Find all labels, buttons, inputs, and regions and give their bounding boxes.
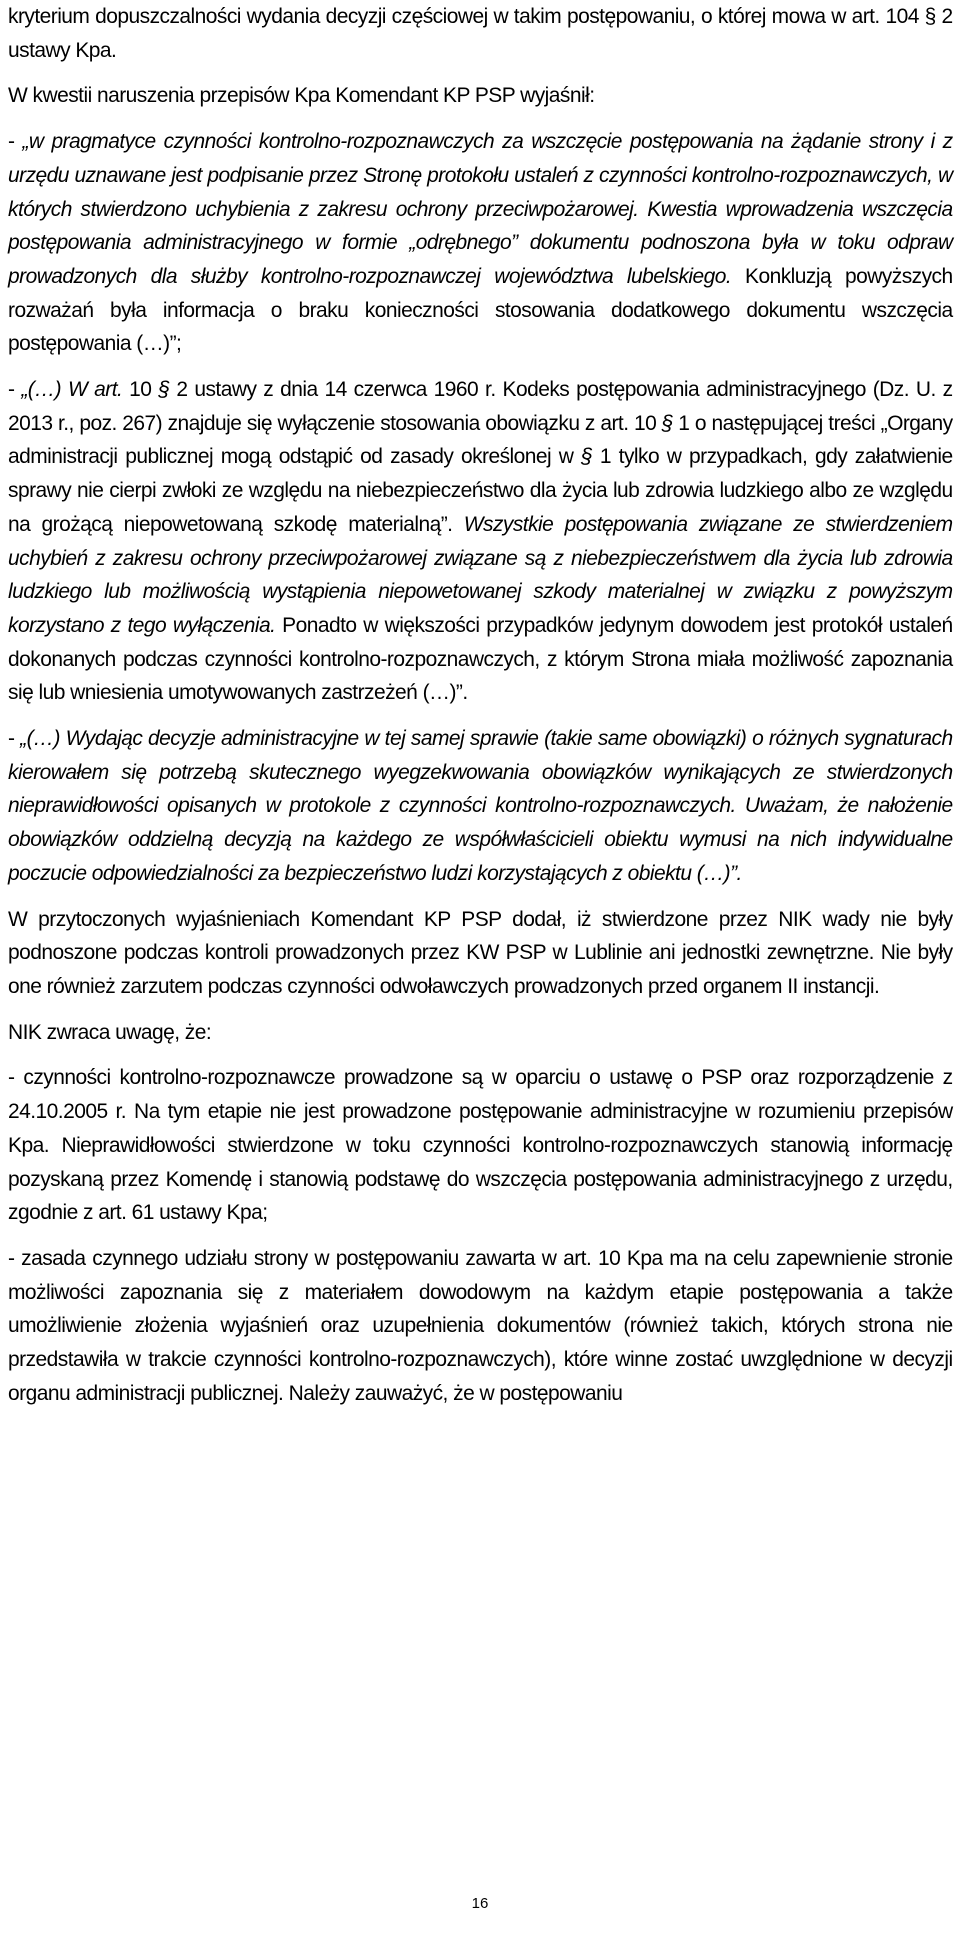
paragraph: - zasada czynnego udziału strony w postępowaniu zawarta w art. 10 Kpa ma na celu zapewnienie stronie możliwości zapoznania się z materiałem dowodowym na każdym etapie postępowania a także umożliwienie złożenia wyjaśnień oraz uzupełnienia dokumentów (również takich, których strona nie przedstawiła w trakcie czynności kontrolno-rozpoznawczych), które winne zostać uwzględnione w decyzji organu administracji publicznej. Należy zauważyć, że w postępowaniu [8, 1245, 953, 1405]
text-run: Konkluzją powyższych rozważań była informacja o braku konieczności stosowania dodatkowego dokumentu wszczęcia postępowania (…)”; [8, 263, 953, 356]
text-run: - [8, 129, 23, 154]
text-run: Ponadto w większości przypadków jedynym dowodem jest protokół ustaleń dokonanych podczas czynności kontrolno-rozpoznawczych, z którym Strona miała możliwość zapoznania się lub wniesienia umotywowanych zastrzeżeń (…)”. [8, 612, 953, 705]
italic-run: „w pragmatyce czynności kontrolno-rozpoznawczych za wszczęcie postępowania na żądanie strony i z urzędu uznawane jest podpisanie przez Stronę protokołu ustaleń z czynności kontrolno-rozpoznawczych, w których stwierdzono uchybienia z zakresu ochrony przeciwpożarowej. Kwestia wprowadzenia wszczęcia postępowania administracyjnego w formie „odrębnego” dokumentu podnoszona była w toku odpraw prowadzonych dla służby kontrolno-rozpoznawczej województwa lubelskiego. [8, 129, 953, 288]
italic-run: „(…) W art. [21, 377, 123, 402]
paragraph: W kwestii naruszenia przepisów Kpa Komendant KP PSP wyjaśnił: [8, 83, 595, 108]
text-run: 1 o następującej treści „Organy administracji publicznej mogą odstąpić od zasady określonej w [8, 410, 953, 469]
quote-paragraph [8, 373, 953, 710]
page-number: 16 [471, 1895, 489, 1912]
text-run: 10 [122, 377, 159, 402]
italic-run: § [581, 444, 593, 469]
italic-run: Wszystkie postępowania związane ze stwierdzeniem uchybień z zakresu ochrony przeciwpożarowej związane są z niebezpieczeństwem dla życia lub zdrowia ludzkiego lub możliwością wystąpienia niepowetowanej szkody materialnej w związku z powyższym korzystano z tego wyłączenia. [8, 511, 953, 637]
text-run: 2 ustawy z dnia 14 czerwca 1960 r. Kodeks postępowania administracyjnego (Dz. U. z 2013 r., poz. 267) znajduje się wyłączenie stosowania obowiązku z art. 10 [8, 377, 953, 435]
text-run: - [8, 377, 22, 402]
paragraph: W przytoczonych wyjaśnieniach Komendant KP PSP dodał, iż stwierdzone przez NIK wady nie były podnoszone podczas kontroli prowadzonych przez KW PSP w Lublinie ani jednostki zewnętrzne. Nie były one również zarzutem podczas czynności odwoławczych prowadzonych przed organem II instancji. [8, 906, 953, 998]
paragraph: NIK zwraca uwagę, że: [8, 1019, 212, 1044]
paragraph: - czynności kontrolno-rozpoznawcze prowadzone są w oparciu o ustawę o PSP oraz rozporządzenie z 24.10.2005 r. Na tym etapie nie jest prowadzone postępowanie administracyjne w rozumieniu przepisów Kpa. Nieprawidłowości stwierdzone w toku czynności kontrolno-rozpoznawczych stanowią informację pozyskaną przez Komendę i stanowią podstawę do wszczęcia postępowania administracyjnego z urzędu, zgodnie z art. 61 ustawy Kpa; [8, 1065, 953, 1225]
italic-run: § [158, 377, 170, 402]
document-body [8, 0, 953, 1410]
italic-run: § [661, 410, 673, 435]
paragraph: kryterium dopuszczalności wydania decyzji częściowej w takim postępowaniu, o której mowa w art. 104 § 2 ustawy Kpa. [8, 4, 953, 62]
text-run: 1 tylko w przypadkach, gdy załatwienie sprawy nie cierpi zwłoki ze względu na niebezpieczeństwo dla życia lub zdrowia ludzkiego albo ze względu na grożącą niepowetowaną szkodę materialną”. [8, 444, 953, 536]
text-run: - [8, 726, 21, 751]
quote-paragraph [8, 722, 953, 891]
quote-paragraph [8, 125, 953, 361]
italic-run: „(…) Wydając decyzje administracyjne w tej samej sprawie (takie same obowiązki) o różnych sygnaturach kierowałem się potrzebą skutecznego wyegzekwowania obowiązków wynikających ze stwierdzonych nieprawidłowości opisanych w protokole z czynności kontrolno-rozpoznawczych. Uważam, że nałożenie obowiązków oddzielną decyzją na każdego ze współwłaścicieli obiektu wymusi na nich indywidualne poczucie odpowiedzialności za bezpieczeństwo ludzi korzystających z obiektu (…)”. [8, 726, 953, 885]
